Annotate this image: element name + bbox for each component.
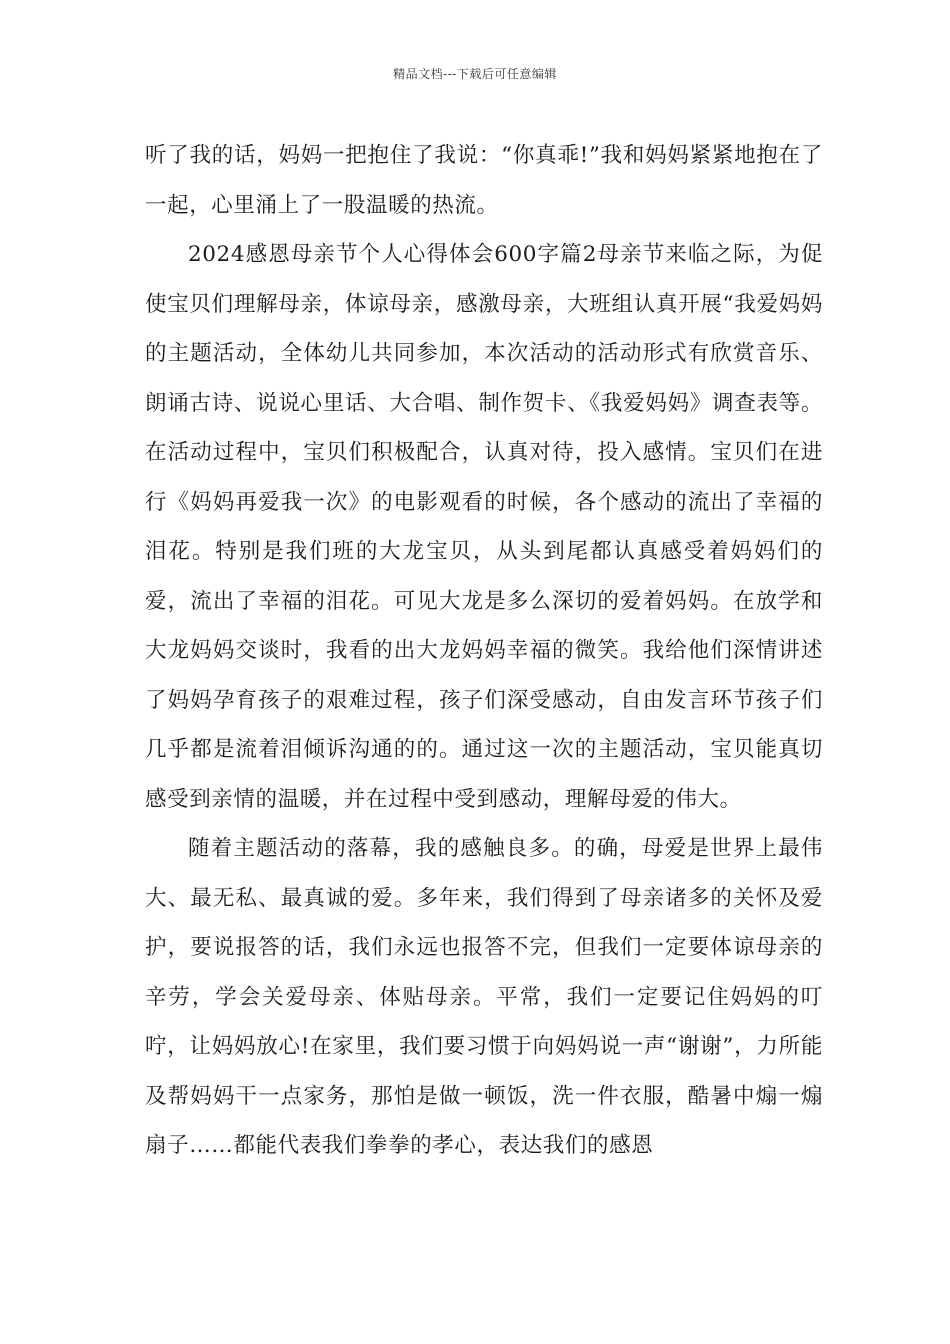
page-header: 精品文档---下载后可任意编辑 [393,67,557,81]
paragraph-3: 随着主题活动的落幕，我的感触良多。的确，母爱是世界上最伟大、最无私、最真诚的爱。多年来，我们得到了母亲诸多的关怀及爱护，要说报答的话，我们永远也报答不完，但我们一定要体谅母亲的辛劳，学会关爱母亲、体贴母亲。平常，我们一定要记住妈妈的叮咛，让妈妈放心!在家里，我们要习惯于向妈妈说一声“谢谢”，力所能及帮妈妈干一点家务，那怕是做一顿饭，洗一件衣服，酷暑中煽一煽扇子……都能代表我们拳拳的孝心，表达我们的感恩 [145,836,823,1158]
document-body [145,131,823,1171]
paragraph-2: 2024感恩母亲节个人心得体会600字篇2母亲节来临之际，为促使宝贝们理解母亲，体谅母亲，感激母亲，大班组认真开展“我爱妈妈的主题活动，全体幼儿共同参加，本次活动的活动形式有欣赏音乐、朗诵古诗、说说心里话、大合唱、制作贺卡、《我爱妈妈》调查表等。在活动过程中，宝贝们积极配合，认真对待，投入感情。宝贝们在进行《妈妈再爱我一次》的电影观看的时候，各个感动的流出了幸福的泪花。特别是我们班的大龙宝贝，从头到尾都认真感受着妈妈们的爱，流出了幸福的泪花。可见大龙是多么深切的爱着妈妈。在放学和大龙妈妈交谈时，我看的出大龙妈妈幸福的微笑。我给他们深情讲述了妈妈孕育孩子的艰难过程，孩子们深受感动，自由发言环节孩子们几乎都是流着泪倾诉沟通的的。通过这一次的主题活动，宝贝能真切感受到亲情的温暖，并在过程中受到感动，理解母爱的伟大。 [145,242,823,812]
paragraph-1: 听了我的话，妈妈一把抱住了我说：“你真乖!”我和妈妈紧紧地抱在了一起，心里涌上了一股温暖的热流。 [145,143,823,218]
